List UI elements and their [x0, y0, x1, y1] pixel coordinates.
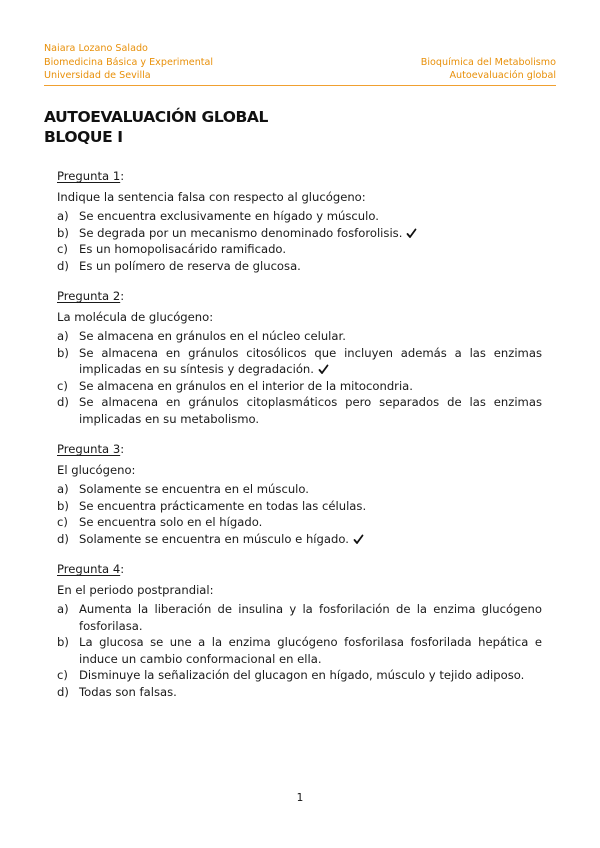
question-stem: Indique la sentencia falsa con respecto al glucógeno: — [57, 189, 366, 204]
question-stem: El glucógeno: — [57, 462, 136, 477]
question-label: Pregunta 1 — [57, 169, 121, 183]
option-a: a) Aumenta la liberación de insulina y la fosforilación de la enzima glucógeno fosforilasa. — [57, 602, 542, 633]
option-b: b) Se degrada por un mecanismo denominado fosforolisis. — [57, 225, 542, 242]
author-name: Naiara Lozano Salado — [44, 43, 148, 54]
header-left — [44, 42, 213, 83]
option-c: c) Disminuye la señalización del glucagon en hígado, músculo y tejido adiposo. — [57, 668, 525, 682]
question-4: Pregunta 4: En el periodo postprandial: a) Aumenta la liberación de insulina y la fosforilación de la enzima glucógeno fosforilasa. b) La glucosa se une a la enzima glucógeno fosforilasa fosforilada hepática e induce un cambio conformacional en ella. c) Disminuye la señalización del glucagon en hígado, músculo y tejido adiposo. d) Todas son falsas. — [57, 562, 542, 699]
option-b: b) Se encuentra prácticamente en todas las células. — [57, 498, 367, 513]
option-a: a) Solamente se encuentra en el músculo. — [57, 482, 309, 496]
option-a: a) Se almacena en gránulos en el núcleo celular. — [57, 329, 346, 343]
question-label: Pregunta 3 — [57, 442, 121, 456]
title-line-2: BLOQUE I — [44, 128, 123, 146]
question-label: Pregunta 4 — [57, 562, 121, 576]
subject-name: Bioquímica del Metabolismo — [420, 56, 556, 68]
header-right — [421, 56, 556, 83]
page-title — [44, 107, 268, 147]
question-label: Pregunta 2 — [57, 289, 121, 303]
checkmark-icon — [353, 534, 364, 545]
header-divider — [44, 85, 556, 86]
degree-name: Biomedicina Básica y Experimental — [44, 56, 214, 68]
option-d: d) Es un polímero de reserva de glucosa. — [57, 258, 301, 273]
option-c: c) Es un homopolisacárido ramificado. — [57, 242, 287, 256]
checkmark-icon — [318, 364, 329, 375]
option-b: b) Se almacena en gránulos citosólicos que incluyen además a las enzimas implicadas en su síntesis y degradación. — [57, 345, 542, 376]
option-d: d) Solamente se encuentra en músculo e hígado. — [57, 531, 542, 548]
checkmark-icon — [406, 228, 417, 239]
title-line-1: AUTOEVALUACIÓN GLOBAL — [44, 108, 269, 126]
option-c: c) Se encuentra solo en el hígado. — [57, 515, 263, 529]
questions-list — [57, 168, 542, 714]
question-1: Pregunta 1: Indique la sentencia falsa con respecto al glucógeno: a) Se encuentra exclusivamente en hígado y músculo. b) Se degrada por un mecanismo denominado fosforolisis. c) Es un homopolisacárido ramificado. d) Es un polímero de reserva de glucosa. — [57, 168, 542, 274]
option-a: a) Se encuentra exclusivamente en hígado y músculo. — [57, 209, 379, 223]
option-b: b) La glucosa se une a la enzima glucógeno fosforilasa fosforilada hepática e induce un cambio conformacional en ella. — [57, 635, 542, 666]
question-stem: En el periodo postprandial: — [57, 582, 214, 597]
question-3: Pregunta 3: El glucógeno: a) Solamente se encuentra en el músculo. b) Se encuentra prácticamente en todas las células. c) Se encuentra solo en el hígado. d) Solamente se encuentra en músculo e hígado. — [57, 441, 542, 547]
question-stem: La molécula de glucógeno: — [57, 309, 214, 324]
option-d: d) Todas son falsas. — [57, 684, 177, 699]
option-c: c) Se almacena en gránulos en el interior de la mitocondria. — [57, 378, 413, 393]
option-d: d) Se almacena en gránulos citoplasmáticos pero separados de las enzimas implicadas en su metabolismo. — [57, 395, 542, 426]
question-2: Pregunta 2: La molécula de glucógeno: a) Se almacena en gránulos en el núcleo celular. b) Se almacena en gránulos citosólicos que incluyen además a las enzimas implicadas en su síntesis y degradación. c) Se almacena en gránulos en el interior de la mitocondria. d) Se almacena en gránulos citoplasmáticos pero separados de las enzimas implicadas en su metabolismo. — [57, 289, 542, 426]
section-name: Autoevaluación global — [449, 70, 556, 81]
university-name: Universidad de Sevilla — [44, 70, 151, 81]
page-number: 1 — [296, 792, 304, 804]
